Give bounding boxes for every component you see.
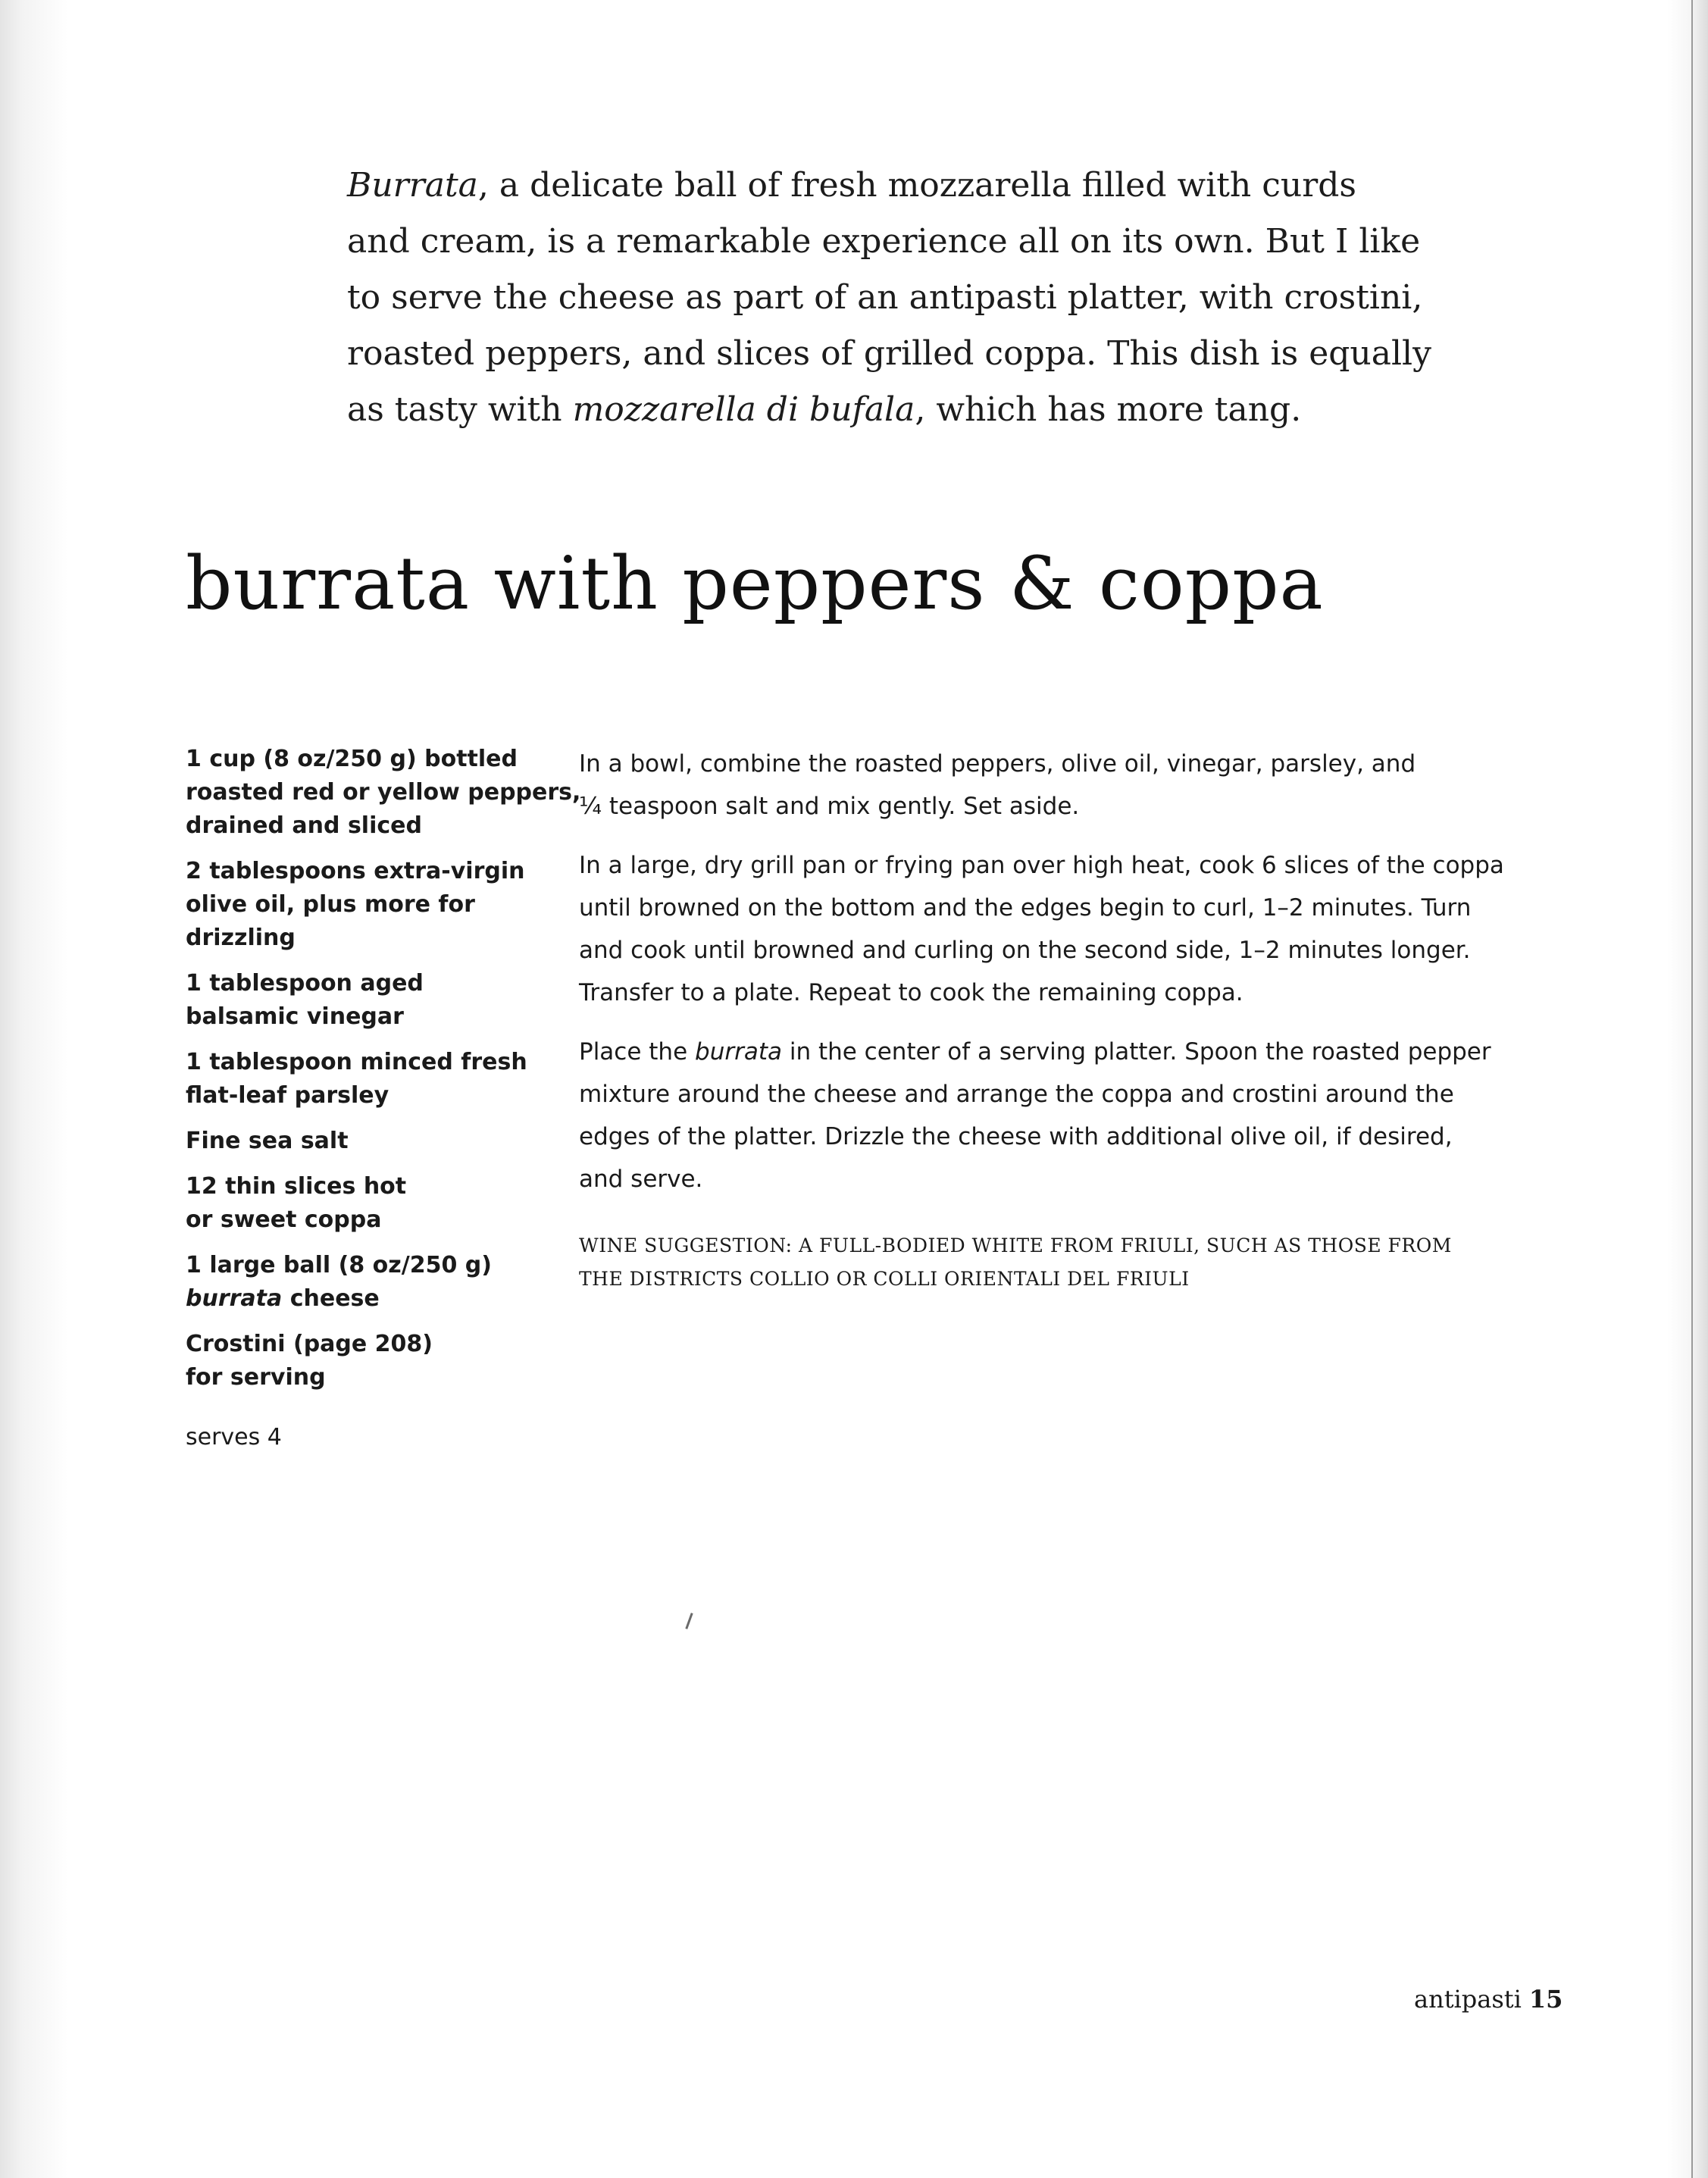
page-edge-line [1691,0,1693,2178]
recipe-title: burrata with peppers & coppa [186,541,1324,626]
ingredient-text: cheese [282,1285,380,1312]
ingredient-item [186,743,581,843]
ingredient-item [186,1249,542,1316]
page-footer [1414,1982,1563,2016]
ingredient-line: or sweet coppa [186,1206,382,1233]
method-line: Transfer to a plate. Repeat to cook the remaining coppa. [579,979,1243,1006]
ingredient-line: flat-leaf parsley [186,1082,389,1109]
ingredient-emphasis: burrata [186,1285,283,1312]
intro-line: to serve the cheese as part of an antipasti platter, with crostini, [347,278,1423,317]
intro-emphasis: Burrata [347,166,478,205]
ingredient-item [186,1170,542,1237]
ingredient-line: for serving [186,1364,326,1391]
scan-speck [685,1613,693,1629]
ingredient-line: 1 large ball (8 oz/250 g) [186,1252,492,1278]
method-line: and cook until browned and curling on the second side, 1–2 minutes longer. [579,937,1471,964]
method-line: edges of the platter. Drizzle the cheese with additional olive oil, if desired, [579,1123,1453,1150]
method-line: until browned on the bottom and the edges begin to curl, 1–2 minutes. Turn [579,894,1472,922]
ingredient-line: 1 cup (8 oz/250 g) bottled [186,746,518,772]
intro-text: as tasty with [347,390,573,429]
intro-line [347,382,1453,438]
intro-text: , a delicate ball of fresh mozzarella filled with curds [477,166,1356,205]
intro-line: roasted peppers, and slices of grilled coppa. This dish is equally [347,334,1431,373]
ingredient-item [186,855,542,955]
method-line: ¼ teaspoon salt and mix gently. Set aside. [579,793,1080,820]
method-line: mixture around the cheese and arrange the coppa and crostini around the [579,1081,1454,1108]
intro-paragraph [347,158,1453,438]
ingredient-line: Crostini (page 208) [186,1331,433,1357]
ingredient-line [186,1282,542,1316]
ingredient-item [186,1125,542,1158]
ingredient-item [186,1046,542,1112]
ingredient-line: drizzling [186,925,296,951]
ingredient-line: olive oil, plus more for [186,891,475,918]
ingredient-line: Fine sea salt [186,1128,349,1154]
method-step [579,743,1488,828]
ingredient-line: 1 tablespoon minced fresh [186,1049,527,1075]
ingredient-line: drained and sliced [186,812,422,839]
method-line [579,1031,1491,1073]
ingredient-line: roasted red or yellow peppers, [186,779,581,806]
method-line: In a bowl, combine the roasted peppers, olive oil, vinegar, parsley, and [579,750,1416,778]
intro-emphasis: mozzarella di bufala [572,390,915,429]
intro-line [347,158,1453,214]
method-text: in the center of a serving platter. Spoon the roasted pepper [781,1038,1491,1066]
wine-suggestion [579,1229,1452,1296]
ingredient-item [186,1328,542,1394]
method-text: Place the [579,1038,696,1066]
page-number: 15 [1528,1985,1563,2014]
method-step [579,844,1504,1014]
ingredient-item [186,967,542,1034]
ingredient-line: 12 thin slices hot [186,1173,407,1200]
section-name: antipasti [1414,1985,1522,2014]
method-line: In a large, dry grill pan or frying pan over high heat, cook 6 slices of the coppa [579,852,1504,879]
ingredient-list [186,743,581,1407]
method-emphasis: burrata [695,1038,782,1066]
method-step [579,1031,1491,1200]
wine-line: WINE SUGGESTION: A FULL-BODIED WHITE FROM FRIULI, SUCH AS THOSE FROM [579,1235,1452,1256]
serves-note: serves 4 [186,1424,282,1450]
ingredient-line: 1 tablespoon aged [186,970,424,997]
wine-line: THE DISTRICTS COLLIO OR COLLI ORIENTALI DEL FRIULI [579,1268,1190,1290]
method-line: and serve. [579,1166,703,1193]
method-section [579,743,1504,1217]
intro-text: , which has more tang. [915,390,1302,429]
ingredient-line: 2 tablespoons extra-virgin [186,858,525,884]
intro-line: and cream, is a remarkable experience all on its own. But I like [347,222,1421,261]
ingredient-line: balsamic vinegar [186,1003,404,1030]
